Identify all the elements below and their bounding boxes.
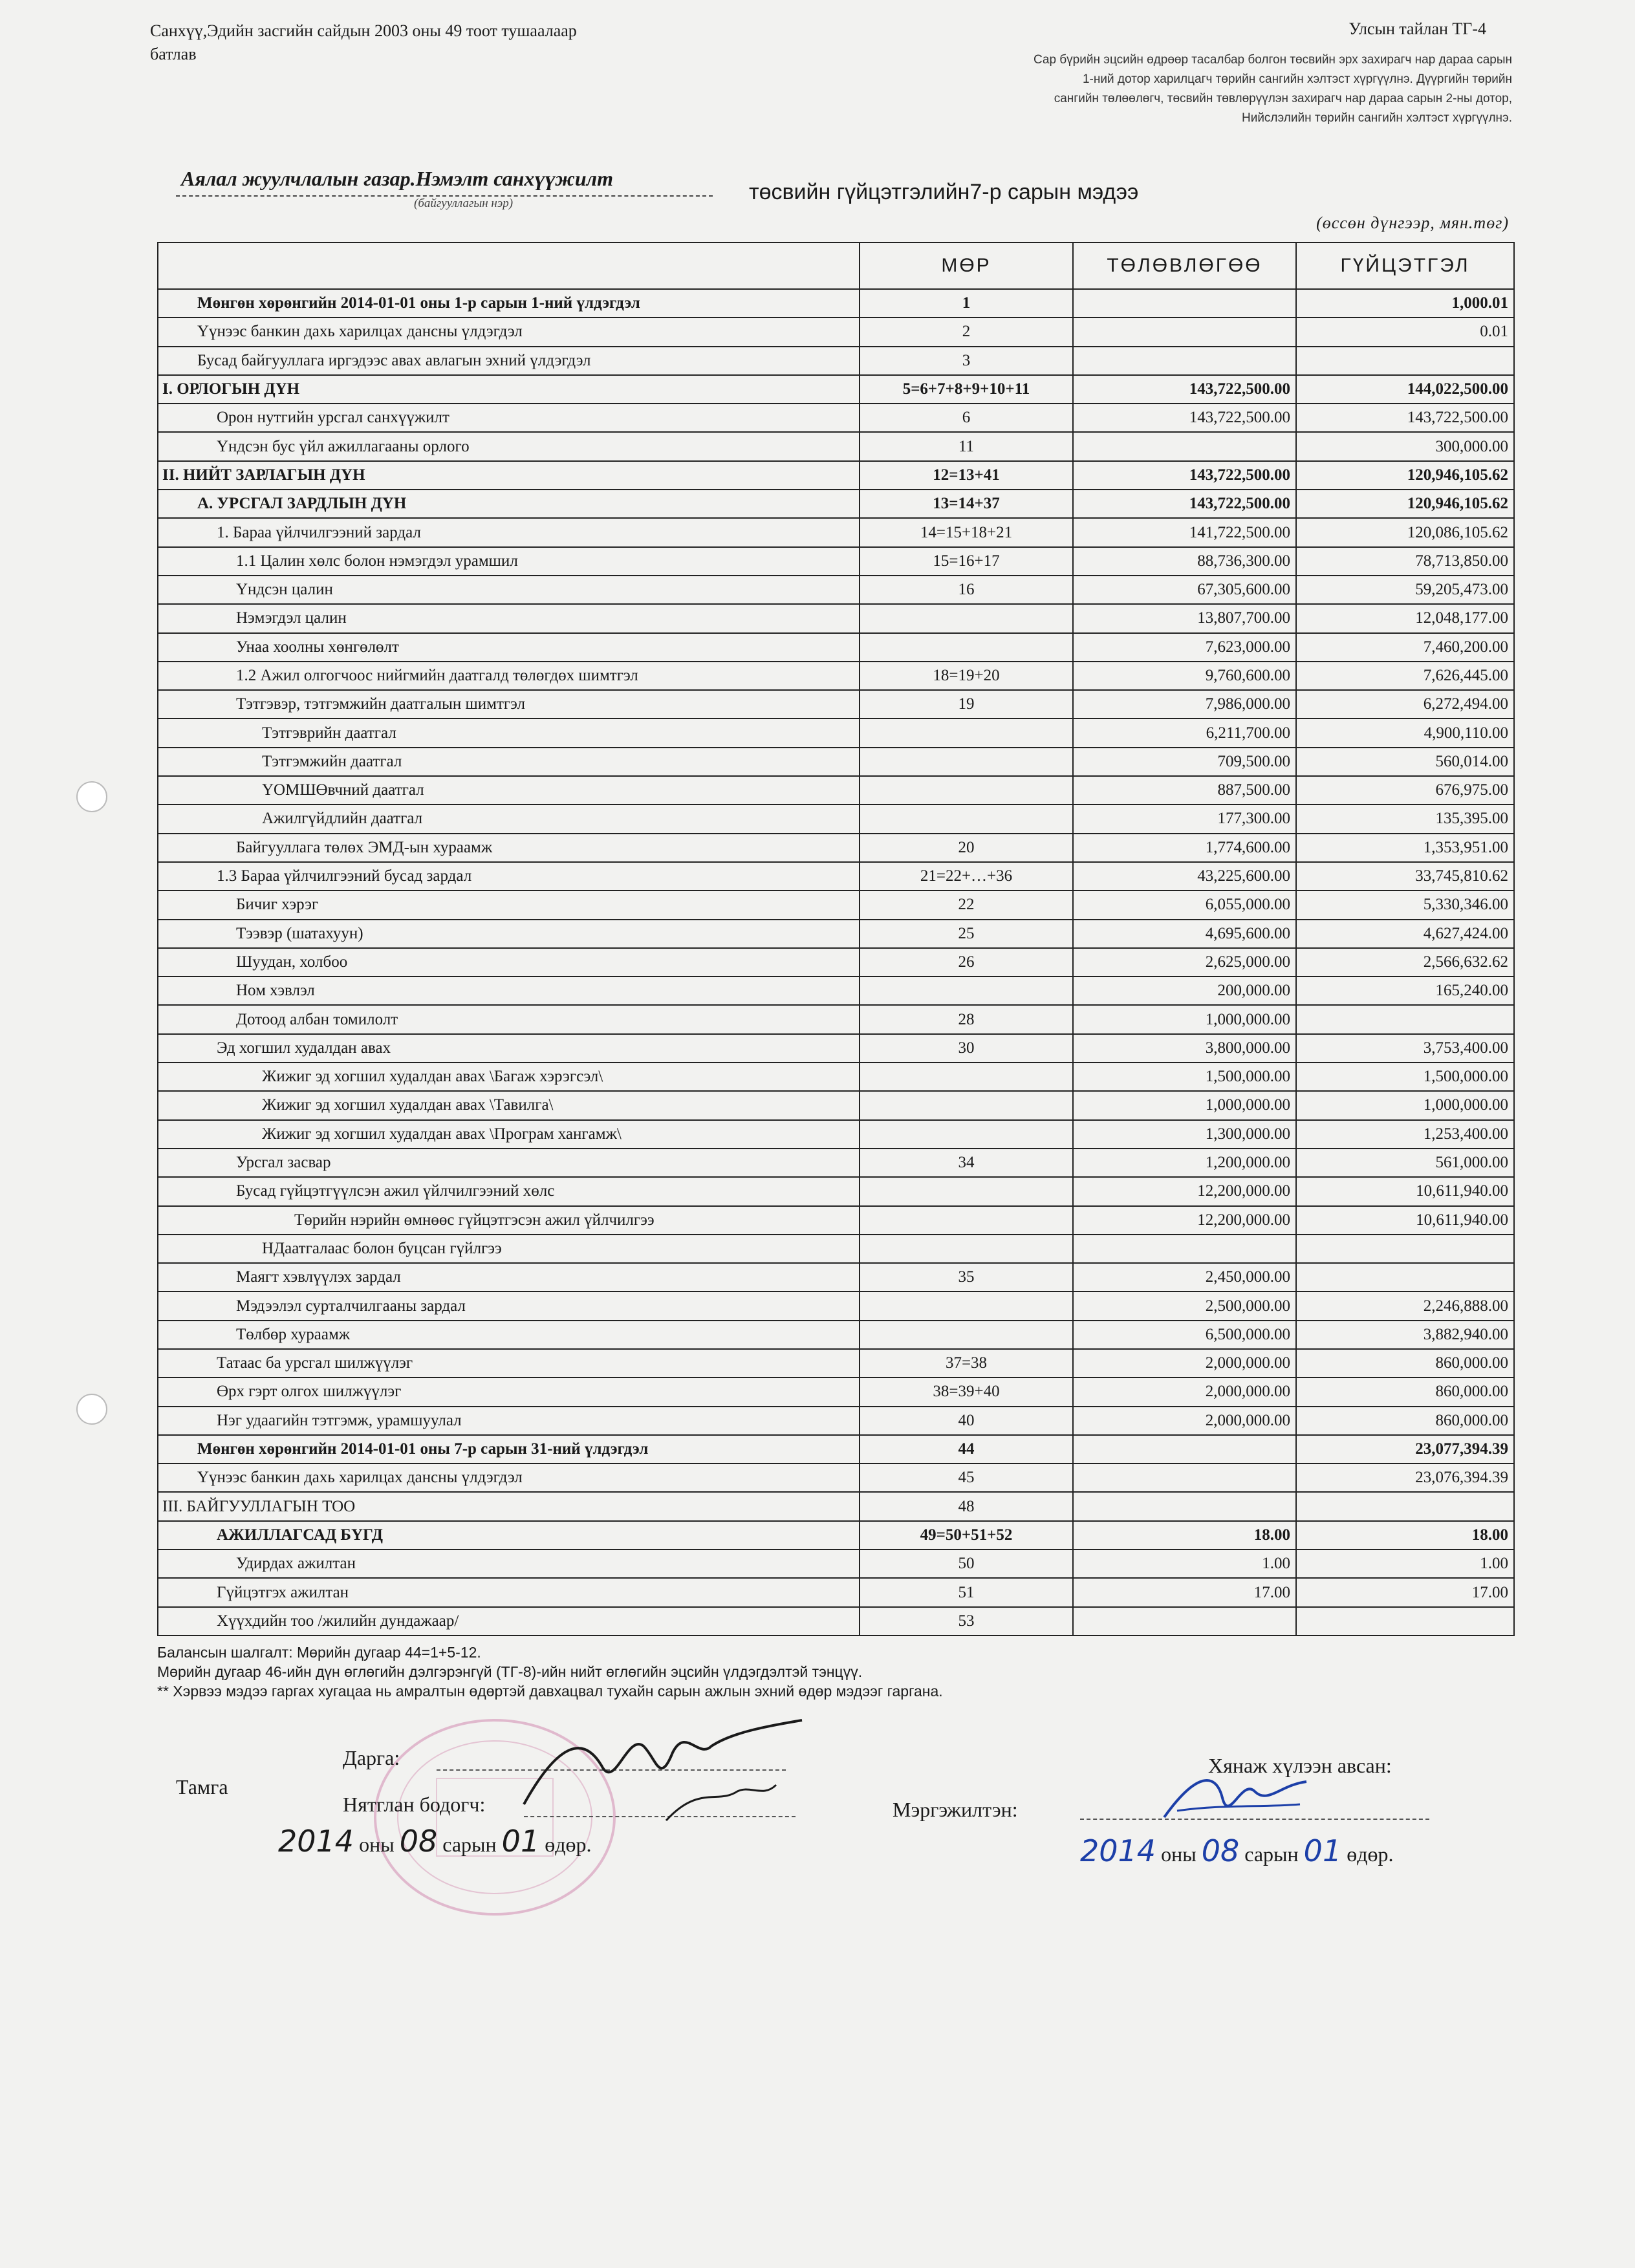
table-row	[158, 318, 1514, 346]
row-code: 53	[860, 1607, 1073, 1636]
row-actual: 120,086,105.62	[1296, 518, 1514, 546]
row-plan	[1073, 318, 1296, 346]
right-date-month: 08	[1201, 1833, 1240, 1868]
row-code: 18=19+20	[860, 662, 1073, 690]
note-line: Сар бүрийн эцсийн өдрөөр тасалбар болгон төсвийн эрх захирагч нар дараа сарын	[1033, 53, 1512, 67]
row-actual: 300,000.00	[1296, 432, 1514, 460]
row-code: 34	[860, 1149, 1073, 1177]
row-actual: 12,048,177.00	[1296, 604, 1514, 632]
row-plan: 43,225,600.00	[1073, 862, 1296, 891]
reviewed-label: Хянаж хүлээн авсан:	[1208, 1754, 1392, 1777]
row-code	[860, 1291, 1073, 1320]
table-row	[158, 776, 1514, 805]
footnote: Мөрийн дугаар 46-ийн дүн өглөгийн дэлгэрэнгүй (ТГ-8)-ийн нийт өглөгийн эцсийн үлдэгдэлтэй тэнцүү.	[157, 1663, 863, 1680]
row-label: Маягт хэвлүүлэх зардал	[158, 1263, 860, 1291]
col-header-row-code: МӨР	[860, 243, 1073, 289]
row-label: Өрх гэрт олгох шилжүүлэг	[158, 1377, 860, 1406]
row-actual: 120,946,105.62	[1296, 461, 1514, 490]
table-row	[158, 289, 1514, 318]
row-actual: 23,076,394.39	[1296, 1463, 1514, 1492]
table-row	[158, 404, 1514, 432]
row-label: Татаас ба урсгал шилжүүлэг	[158, 1349, 860, 1377]
row-label: Мөнгөн хөрөнгийн 2014-01-01 оны 7-р сарын 31-ний үлдэгдэл	[158, 1435, 860, 1463]
right-date-day: 01	[1303, 1833, 1342, 1868]
row-label: Хүүхдийн тоо /жилийн дундажаар/	[158, 1607, 860, 1636]
row-actual: 10,611,940.00	[1296, 1177, 1514, 1205]
row-actual: 165,240.00	[1296, 977, 1514, 1005]
row-plan: 141,722,500.00	[1073, 518, 1296, 546]
row-actual: 120,946,105.62	[1296, 490, 1514, 518]
units-note: (өссөн дүнгээр, мян.төг)	[1316, 213, 1509, 232]
row-code	[860, 776, 1073, 805]
row-actual: 0.01	[1296, 318, 1514, 346]
row-label: Нэмэгдэл цалин	[158, 604, 860, 632]
row-code	[860, 1091, 1073, 1119]
row-code: 11	[860, 432, 1073, 460]
row-plan: 2,000,000.00	[1073, 1349, 1296, 1377]
row-label: Байгууллага төлөх ЭМД-ын хураамж	[158, 834, 860, 862]
director-signature	[504, 1707, 815, 1830]
row-actual: 144,022,500.00	[1296, 375, 1514, 404]
row-code: 25	[860, 920, 1073, 948]
row-plan: 1,300,000.00	[1073, 1120, 1296, 1149]
row-code: 1	[860, 289, 1073, 318]
row-label: Үндсэн бус үйл ажиллагааны орлого	[158, 432, 860, 460]
footnote: ** Хэрвээ мэдээ гаргах хугацаа нь амралтын өдөртэй давхацвал тухайн сарын ажлын эхний өдөр мэдээг гаргана.	[157, 1683, 943, 1700]
table-row	[158, 1235, 1514, 1263]
row-plan: 200,000.00	[1073, 977, 1296, 1005]
row-plan: 143,722,500.00	[1073, 375, 1296, 404]
row-label: Бичиг хэрэг	[158, 891, 860, 919]
row-actual: 2,246,888.00	[1296, 1291, 1514, 1320]
row-code	[860, 1177, 1073, 1205]
row-plan: 143,722,500.00	[1073, 490, 1296, 518]
row-actual: 5,330,346.00	[1296, 891, 1514, 919]
row-actual: 1,500,000.00	[1296, 1063, 1514, 1091]
row-actual	[1296, 1235, 1514, 1263]
row-plan	[1073, 1463, 1296, 1492]
row-actual: 560,014.00	[1296, 748, 1514, 776]
right-date-year-label: оны	[1161, 1842, 1196, 1866]
table-row	[158, 1091, 1514, 1119]
row-code: 38=39+40	[860, 1377, 1073, 1406]
table-row	[158, 1321, 1514, 1349]
row-label: Тэтгэвэр, тэтгэмжийн даатгалын шимтгэл	[158, 690, 860, 718]
row-plan: 7,986,000.00	[1073, 690, 1296, 718]
table-row	[158, 1291, 1514, 1320]
row-code: 44	[860, 1435, 1073, 1463]
table-row	[158, 1034, 1514, 1063]
row-actual: 18.00	[1296, 1521, 1514, 1550]
table-row	[158, 1177, 1514, 1205]
table-row	[158, 1521, 1514, 1550]
row-label: Орон нутгийн урсгал санхүүжилт	[158, 404, 860, 432]
row-plan: 4,695,600.00	[1073, 920, 1296, 948]
table-row	[158, 375, 1514, 404]
row-actual: 1,253,400.00	[1296, 1120, 1514, 1149]
row-plan: 67,305,600.00	[1073, 576, 1296, 604]
row-plan: 18.00	[1073, 1521, 1296, 1550]
row-code	[860, 1120, 1073, 1149]
row-code: 21=22+…+36	[860, 862, 1073, 891]
row-plan: 143,722,500.00	[1073, 404, 1296, 432]
row-actual: 2,566,632.62	[1296, 948, 1514, 977]
row-actual: 23,077,394.39	[1296, 1435, 1514, 1463]
row-plan: 2,000,000.00	[1073, 1407, 1296, 1435]
row-label: Эд хогшил худалдан авах	[158, 1034, 860, 1063]
row-plan: 2,000,000.00	[1073, 1377, 1296, 1406]
row-plan: 6,211,700.00	[1073, 718, 1296, 747]
punch-hole	[76, 1394, 107, 1425]
row-label: Гүйцэтгэх ажилтан	[158, 1578, 860, 1606]
budget-table	[157, 242, 1515, 1636]
row-actual: 676,975.00	[1296, 776, 1514, 805]
specialist-signature	[1151, 1759, 1319, 1837]
table-row	[158, 1349, 1514, 1377]
row-label: Ном хэвлэл	[158, 977, 860, 1005]
note-line: сангийн төлөөлөгч, төсвийн төвлөрүүлэн захирагч нар дараа сарын 2-ны дотор,	[1054, 92, 1512, 105]
row-code: 51	[860, 1578, 1073, 1606]
row-plan: 88,736,300.00	[1073, 547, 1296, 576]
table-row	[158, 1149, 1514, 1177]
row-actual: 1,000.01	[1296, 289, 1514, 318]
organization-caption: (байгууллагын нэр)	[414, 197, 514, 210]
row-actual: 33,745,810.62	[1296, 862, 1514, 891]
row-label: I. ОРЛОГЫН ДҮН	[158, 375, 860, 404]
table-row	[158, 748, 1514, 776]
row-actual: 143,722,500.00	[1296, 404, 1514, 432]
row-plan: 7,623,000.00	[1073, 633, 1296, 662]
row-code	[860, 748, 1073, 776]
table-row	[158, 1005, 1514, 1033]
row-plan: 13,807,700.00	[1073, 604, 1296, 632]
row-label: Шуудан, холбоо	[158, 948, 860, 977]
table-row	[158, 1206, 1514, 1235]
row-code: 35	[860, 1263, 1073, 1291]
form-title: Улсын тайлан ТГ-4	[1348, 19, 1486, 38]
row-actual: 860,000.00	[1296, 1407, 1514, 1435]
row-code: 30	[860, 1034, 1073, 1063]
row-plan: 12,200,000.00	[1073, 1177, 1296, 1205]
table-header-row	[158, 243, 1514, 289]
table-row	[158, 862, 1514, 891]
approval-line-2: батлав	[150, 45, 197, 63]
footnote: Балансын шалгалт: Мөрийн дугаар 44=1+5-12.	[157, 1644, 481, 1661]
row-label: Тээвэр (шатахуун)	[158, 920, 860, 948]
row-actual: 10,611,940.00	[1296, 1206, 1514, 1235]
accountant-label: Нятглан бодогч:	[343, 1793, 486, 1816]
table-row	[158, 1492, 1514, 1520]
specialist-label: Мэргэжилтэн:	[893, 1798, 1018, 1821]
row-label: Мэдээлэл сурталчилгааны зардал	[158, 1291, 860, 1320]
row-plan: 143,722,500.00	[1073, 461, 1296, 490]
row-code: 14=15+18+21	[860, 518, 1073, 546]
row-actual: 7,460,200.00	[1296, 633, 1514, 662]
table-row	[158, 1463, 1514, 1492]
table-row	[158, 576, 1514, 604]
table-row	[158, 1407, 1514, 1435]
table-row	[158, 347, 1514, 375]
row-label: Нэг удаагийн тэтгэмж, урамшуулал	[158, 1407, 860, 1435]
row-label: НДаатгалаас болон буцсан гүйлгээ	[158, 1235, 860, 1263]
row-label: 1. Бараа үйлчилгээний зардал	[158, 518, 860, 546]
row-code	[860, 604, 1073, 632]
row-actual: 3,882,940.00	[1296, 1321, 1514, 1349]
row-code	[860, 977, 1073, 1005]
row-code	[860, 1235, 1073, 1263]
row-code: 22	[860, 891, 1073, 919]
row-code	[860, 1063, 1073, 1091]
row-actual: 135,395.00	[1296, 805, 1514, 833]
left-date-year: 2014	[278, 1824, 354, 1859]
row-label: II. НИЙТ ЗАРЛАГЫН ДҮН	[158, 461, 860, 490]
row-label: Төрийн нэрийн өмнөөс гүйцэтгэсэн ажил үйлчилгээ	[158, 1206, 860, 1235]
row-plan: 6,500,000.00	[1073, 1321, 1296, 1349]
row-actual: 1.00	[1296, 1550, 1514, 1578]
table-row	[158, 604, 1514, 632]
row-plan	[1073, 1435, 1296, 1463]
row-plan: 709,500.00	[1073, 748, 1296, 776]
table-row	[158, 834, 1514, 862]
row-plan	[1073, 432, 1296, 460]
row-label: Удирдах ажилтан	[158, 1550, 860, 1578]
row-plan: 1,774,600.00	[1073, 834, 1296, 862]
row-code: 48	[860, 1492, 1073, 1520]
left-date-month: 08	[399, 1824, 438, 1859]
row-actual: 860,000.00	[1296, 1349, 1514, 1377]
table-row	[158, 1063, 1514, 1091]
col-header-label	[158, 243, 860, 289]
row-label: Урсгал засвар	[158, 1149, 860, 1177]
row-actual	[1296, 1005, 1514, 1033]
row-actual: 6,272,494.00	[1296, 690, 1514, 718]
row-code: 3	[860, 347, 1073, 375]
row-code: 6	[860, 404, 1073, 432]
right-date	[1080, 1833, 1394, 1868]
row-plan: 3,800,000.00	[1073, 1034, 1296, 1063]
row-plan: 2,450,000.00	[1073, 1263, 1296, 1291]
table-row	[158, 1550, 1514, 1578]
note-line: 1-ний дотор харилцагч төрийн сангийн хэлтэст хүргүүлнэ. Дүүргийн төрийн	[1082, 72, 1512, 86]
row-label: Тэтгэврийн даатгал	[158, 718, 860, 747]
note-line: Нийслэлийн төрийн сангийн хэлтэст хүргүүлнэ.	[1241, 111, 1512, 125]
row-actual	[1296, 1492, 1514, 1520]
row-actual: 59,205,473.00	[1296, 576, 1514, 604]
punch-hole	[76, 781, 107, 812]
row-label: Дотоод албан томилолт	[158, 1005, 860, 1033]
row-code	[860, 633, 1073, 662]
row-code: 16	[860, 576, 1073, 604]
table-row	[158, 662, 1514, 690]
row-code: 5=6+7+8+9+10+11	[860, 375, 1073, 404]
row-label: Үндсэн цалин	[158, 576, 860, 604]
row-plan: 1,000,000.00	[1073, 1005, 1296, 1033]
row-actual	[1296, 1607, 1514, 1636]
left-date	[278, 1824, 592, 1859]
row-actual: 1,000,000.00	[1296, 1091, 1514, 1119]
left-date-day-label: өдөр.	[545, 1833, 592, 1856]
row-label: Мөнгөн хөрөнгийн 2014-01-01 оны 1-р сарын 1-ний үлдэгдэл	[158, 289, 860, 318]
right-date-month-label: сарын	[1244, 1842, 1299, 1866]
report-title: төсвийн гүйцэтгэлийн7-р сарын мэдээ	[749, 180, 1139, 204]
row-label: 1.1 Цалин хөлс болон нэмэгдэл урамшил	[158, 547, 860, 576]
row-label: Жижиг эд хогшил худалдан авах \Багаж хэрэгсэл\	[158, 1063, 860, 1091]
row-actual: 4,900,110.00	[1296, 718, 1514, 747]
row-code: 26	[860, 948, 1073, 977]
row-plan: 1,500,000.00	[1073, 1063, 1296, 1091]
right-date-day-label: өдөр.	[1347, 1842, 1394, 1866]
row-label: Үүнээс банкин дахь харилцах дансны үлдэгдэл	[158, 318, 860, 346]
table-row	[158, 1263, 1514, 1291]
director-label: Дарга:	[343, 1746, 400, 1769]
row-plan: 1,200,000.00	[1073, 1149, 1296, 1177]
row-code	[860, 805, 1073, 833]
row-label: Жижиг эд хогшил худалдан авах \Програм хангамж\	[158, 1120, 860, 1149]
row-actual: 3,753,400.00	[1296, 1034, 1514, 1063]
stamp-label: Тамга	[176, 1775, 228, 1798]
row-code: 2	[860, 318, 1073, 346]
table-row	[158, 461, 1514, 490]
row-plan	[1073, 1235, 1296, 1263]
row-label: Унаа хоолны хөнгөлөлт	[158, 633, 860, 662]
col-header-plan: ТӨЛӨВЛӨГӨӨ	[1073, 243, 1296, 289]
table-row	[158, 490, 1514, 518]
table-row	[158, 1607, 1514, 1636]
row-label: Жижиг эд хогшил худалдан авах \Тавилга\	[158, 1091, 860, 1119]
row-plan	[1073, 289, 1296, 318]
row-label: 1.2 Ажил олгогчоос нийгмийн даатгалд төлөгдөх шимтгэл	[158, 662, 860, 690]
table-row	[158, 690, 1514, 718]
row-plan: 9,760,600.00	[1073, 662, 1296, 690]
footnotes	[157, 1643, 943, 1701]
table-row	[158, 948, 1514, 977]
row-label: Бусад гүйцэтгүүлсэн ажил үйлчилгээний хөлс	[158, 1177, 860, 1205]
table-row	[158, 518, 1514, 546]
row-code: 13=14+37	[860, 490, 1073, 518]
row-label: Ажилгүйдлийн даатгал	[158, 805, 860, 833]
col-header-actual: ГҮЙЦЭТГЭЛ	[1296, 243, 1514, 289]
row-code: 37=38	[860, 1349, 1073, 1377]
approval-note	[150, 19, 577, 66]
table-row	[158, 1578, 1514, 1606]
row-code: 40	[860, 1407, 1073, 1435]
row-actual	[1296, 1263, 1514, 1291]
row-plan: 1.00	[1073, 1550, 1296, 1578]
row-code: 15=16+17	[860, 547, 1073, 576]
row-plan	[1073, 1492, 1296, 1520]
row-plan: 2,500,000.00	[1073, 1291, 1296, 1320]
table-row	[158, 633, 1514, 662]
table-row	[158, 977, 1514, 1005]
table-row	[158, 920, 1514, 948]
row-code: 20	[860, 834, 1073, 862]
row-actual: 1,353,951.00	[1296, 834, 1514, 862]
row-code	[860, 1206, 1073, 1235]
row-plan: 1,000,000.00	[1073, 1091, 1296, 1119]
row-actual: 4,627,424.00	[1296, 920, 1514, 948]
row-plan: 177,300.00	[1073, 805, 1296, 833]
row-code	[860, 718, 1073, 747]
row-label: А. УРСГАЛ ЗАРДЛЫН ДҮН	[158, 490, 860, 518]
left-date-day: 01	[501, 1824, 540, 1859]
row-actual: 561,000.00	[1296, 1149, 1514, 1177]
row-code: 19	[860, 690, 1073, 718]
left-date-month-label: сарын	[442, 1833, 497, 1856]
table-row	[158, 1377, 1514, 1406]
approval-line-1: Санхүү,Эдийн засгийн сайдын 2003 оны 49 тоот тушаалаар	[150, 21, 577, 40]
table-row	[158, 432, 1514, 460]
submission-notes	[878, 50, 1512, 128]
row-actual: 17.00	[1296, 1578, 1514, 1606]
row-plan: 6,055,000.00	[1073, 891, 1296, 919]
row-plan: 2,625,000.00	[1073, 948, 1296, 977]
row-label: Төлбөр хураамж	[158, 1321, 860, 1349]
row-label: ҮОМШӨвчний даатгал	[158, 776, 860, 805]
row-label: III. БАЙГУУЛЛАГЫН ТОО	[158, 1492, 860, 1520]
row-code	[860, 1321, 1073, 1349]
row-code: 49=50+51+52	[860, 1521, 1073, 1550]
left-date-year-label: оны	[359, 1833, 395, 1856]
row-actual: 78,713,850.00	[1296, 547, 1514, 576]
row-plan	[1073, 1607, 1296, 1636]
row-plan: 887,500.00	[1073, 776, 1296, 805]
table-row	[158, 718, 1514, 747]
row-label: 1.3 Бараа үйлчилгээний бусад зардал	[158, 862, 860, 891]
row-code: 50	[860, 1550, 1073, 1578]
row-label: Тэтгэмжийн даатгал	[158, 748, 860, 776]
table-row	[158, 1435, 1514, 1463]
row-label: Үүнээс банкин дахь харилцах дансны үлдэгдэл	[158, 1463, 860, 1492]
right-date-year: 2014	[1080, 1833, 1156, 1868]
table-row	[158, 547, 1514, 576]
row-actual: 860,000.00	[1296, 1377, 1514, 1406]
table-row	[158, 805, 1514, 833]
row-plan: 12,200,000.00	[1073, 1206, 1296, 1235]
row-label: АЖИЛЛАГСАД БҮГД	[158, 1521, 860, 1550]
row-label: Бусад байгууллага иргэдээс авах авлагын эхний үлдэгдэл	[158, 347, 860, 375]
row-plan	[1073, 347, 1296, 375]
organization-name: Аялал жуулчлалын газар.Нэмэлт санхүүжилт	[181, 167, 613, 190]
row-code: 12=13+41	[860, 461, 1073, 490]
row-actual: 7,626,445.00	[1296, 662, 1514, 690]
row-plan: 17.00	[1073, 1578, 1296, 1606]
table-row	[158, 891, 1514, 919]
row-actual	[1296, 347, 1514, 375]
row-code: 45	[860, 1463, 1073, 1492]
table-row	[158, 1120, 1514, 1149]
row-code: 28	[860, 1005, 1073, 1033]
